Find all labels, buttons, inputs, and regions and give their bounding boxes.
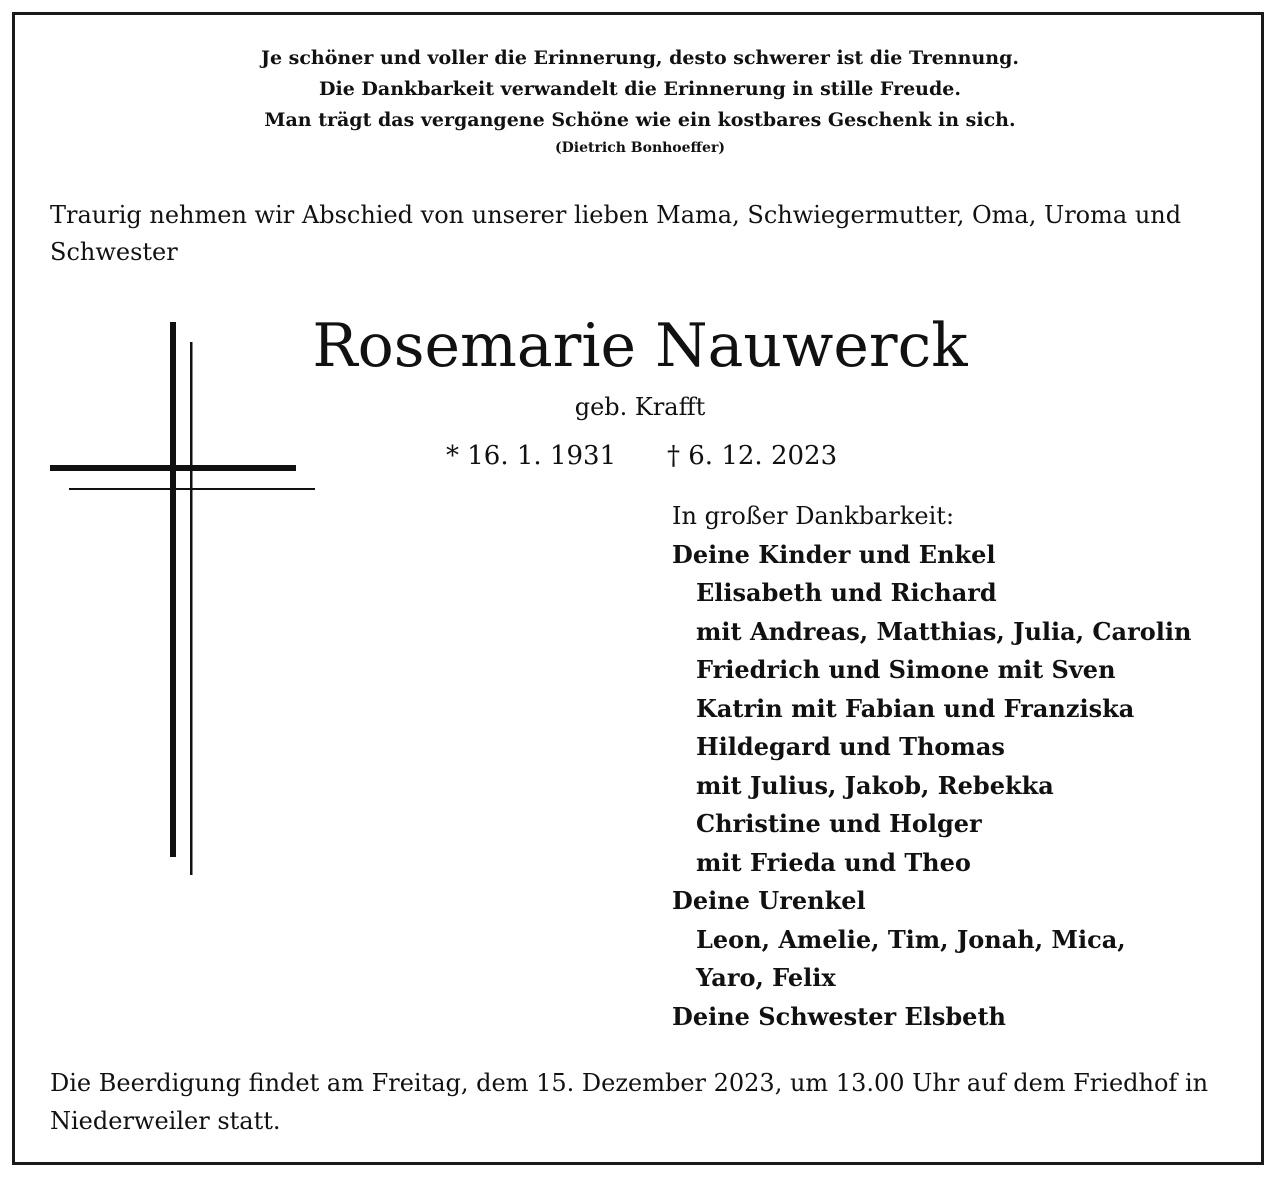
death-date: † 6. 12. 2023 [667,441,838,471]
mourner-name: mit Andreas, Matthias, Julia, Carolin [696,616,1192,646]
mourners-list [672,497,1191,1036]
funeral-notice: Die Beerdigung findet am Freitag, dem 15. Dezember 2023, um 13.00 Uhr auf dem Friedhof in Niederweiler statt. [50,1069,1209,1135]
mourner-name: Friedrich und Simone mit Sven [696,655,1116,684]
mourners-heading: In großer Dankbarkeit: [672,502,955,530]
quote-line: Man trägt das vergangene Schöne wie ein kostbares Geschenk in sich. [264,109,1016,131]
quote-author: (Dietrich Bonhoeffer) [555,140,725,156]
maiden-name: geb. Krafft [574,393,706,421]
mourner-group: Deine Kinder und Enkel [672,539,996,569]
quote-line: Die Dankbarkeit verwandelt die Erinnerung in stille Freude. [319,78,961,100]
cross-bar-horizontal-thick [50,465,296,471]
mourner-name: mit Frieda und Theo [696,847,971,877]
mourner-name: mit Julius, Jakob, Rebekka [696,770,1054,800]
mourner-name: Katrin mit Fabian und Franziska [696,693,1135,723]
birth-date: * 16. 1. 1931 [446,441,617,471]
intro-text: Traurig nehmen wir Abschied von unserer lieben Mama, Schwiegermutter, Oma, Uroma und Schwester [50,201,1182,266]
mourner-name: Elisabeth und Richard [696,578,997,607]
mourner-name: Leon, Amelie, Tim, Jonah, Mica, [696,924,1126,954]
mourner-group: Deine Schwester Elsbeth [672,1001,1006,1031]
deceased-name: Rosemarie Nauwerck [312,311,968,381]
mourner-name: Yaro, Felix [696,963,836,992]
latin-cross-icon [0,0,330,890]
mourner-group: Deine Urenkel [672,886,866,915]
mourner-name: Christine und Holger [696,809,982,838]
mourner-rows [672,536,1191,1037]
cross-bar-horizontal-thin [69,488,315,490]
quote-line: Je schöner und voller die Erinnerung, desto schwerer ist die Trennung. [260,47,1020,69]
mourner-name: Hildegard und Thomas [696,732,1005,761]
